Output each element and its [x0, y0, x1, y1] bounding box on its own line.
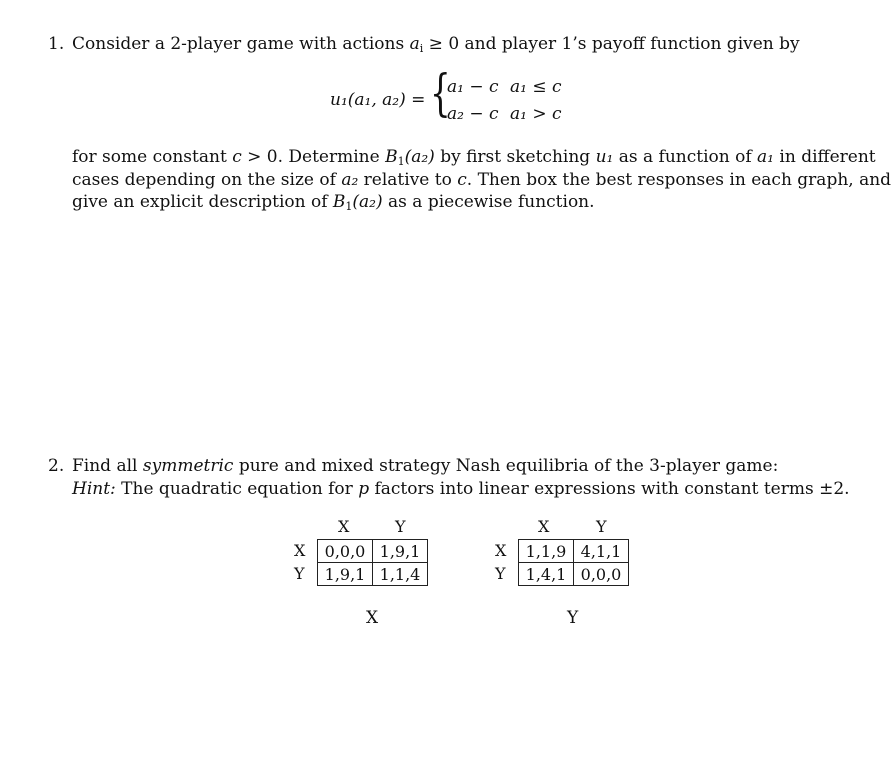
intro-var: a — [409, 34, 420, 54]
table-row — [318, 540, 428, 563]
math-B: B — [385, 147, 398, 167]
math-c: c — [232, 147, 242, 167]
payoff-cell: 1,1,9 — [519, 540, 574, 563]
col-header: Y — [395, 517, 406, 536]
text: Find all — [72, 456, 143, 476]
formula-row1-expr: a₁ − c — [447, 77, 499, 97]
problem-1-line-2 — [72, 147, 876, 168]
col-header: X — [338, 517, 350, 536]
text: cases depending on the size of — [72, 170, 342, 190]
intro-text-b: ≥ 0 and player 1’s payoff function given by — [423, 34, 800, 54]
text: The quadratic equation for — [115, 479, 359, 499]
formula-lhs: u₁(a₁, a₂) = — [330, 90, 426, 110]
intro-sub: i — [419, 42, 424, 55]
text: give an explicit description of — [72, 192, 333, 212]
col-header: X — [538, 517, 550, 536]
payoff-cell: 1,9,1 — [318, 563, 373, 586]
math-a1: a₁ — [757, 147, 774, 167]
problem-1-number: 1. — [48, 34, 65, 54]
hint-label: Hint: — [72, 479, 116, 499]
text: . Then box the best responses in each graph, and — [466, 170, 891, 190]
text: by first sketching — [434, 147, 596, 167]
text: in different — [774, 147, 876, 167]
math-sub: 1 — [345, 200, 353, 213]
table-row — [519, 540, 629, 563]
matrix-label: X — [366, 608, 379, 628]
problem-2-hint — [72, 479, 850, 499]
math-B: B — [332, 192, 346, 212]
math-c: c — [457, 170, 467, 190]
payoff-cell: 4,1,1 — [574, 540, 629, 563]
formula-row1-cond: a₁ ≤ c — [510, 77, 562, 97]
table-row — [318, 563, 428, 586]
problem-2-number: 2. — [48, 456, 65, 476]
payoff-cell: 1,4,1 — [519, 563, 574, 586]
payoff-table — [518, 539, 629, 586]
formula-brace: { — [430, 64, 451, 122]
text: factors into linear expressions with constant terms ±2. — [369, 479, 850, 499]
problem-1-line-4 — [72, 192, 595, 213]
problem-2-statement — [72, 456, 778, 476]
matrix-label: Y — [567, 608, 579, 628]
formula-row2-cond: a₁ > c — [510, 104, 562, 124]
row-header: X — [495, 541, 507, 560]
row-header: X — [294, 541, 306, 560]
problem-1-intro — [72, 34, 800, 55]
intro-text-a: Consider a 2-player game with actions — [72, 34, 410, 54]
row-header: Y — [294, 564, 305, 583]
col-header: Y — [596, 517, 607, 536]
emphasis: symmetric — [142, 456, 234, 476]
payoff-table — [317, 539, 428, 586]
math-p: p — [358, 479, 370, 499]
text: pure and mixed strategy Nash equilibria of the 3-player game: — [233, 456, 779, 476]
text: > 0. Determine — [241, 147, 386, 167]
row-header: Y — [495, 564, 506, 583]
text: for some constant — [72, 147, 233, 167]
math-u: u₁ — [595, 147, 614, 167]
payoff-cell: 0,0,0 — [318, 540, 373, 563]
formula-row2-expr: a₂ − c — [447, 104, 499, 124]
text: as a function of — [613, 147, 758, 167]
math-arg: (a₂) — [352, 192, 383, 212]
text: relative to — [358, 170, 458, 190]
payoff-cell: 1,9,1 — [373, 540, 428, 563]
table-row — [519, 563, 629, 586]
math-arg: (a₂) — [404, 147, 435, 167]
problem-1-line-3 — [72, 170, 891, 190]
math-sub: 1 — [397, 155, 405, 168]
payoff-cell: 1,1,4 — [373, 563, 428, 586]
payoff-cell: 0,0,0 — [574, 563, 629, 586]
math-a2: a₂ — [341, 170, 359, 190]
text: as a piecewise function. — [382, 192, 595, 212]
